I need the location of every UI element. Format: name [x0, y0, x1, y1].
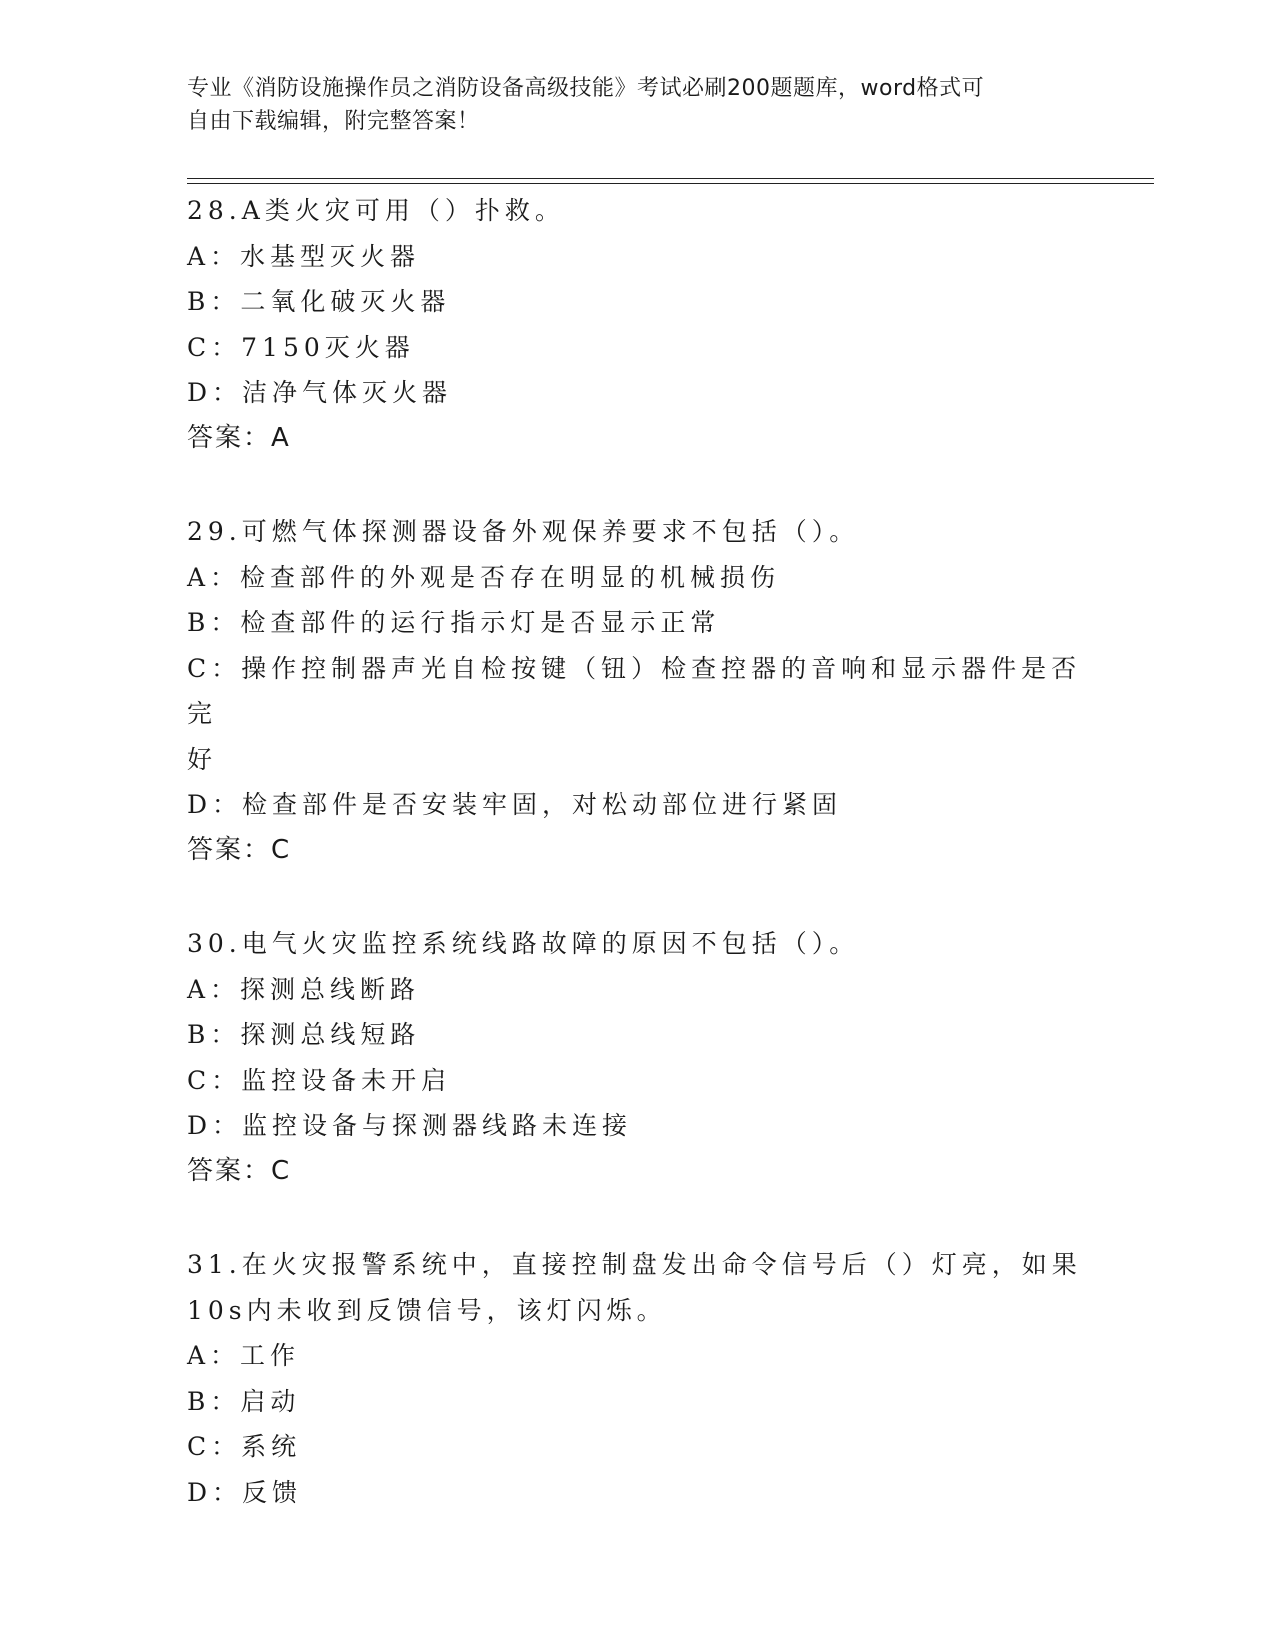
option-c: C：操作控制器声光自检按键（钮）检查控器的音响和显示器件是否完	[187, 653, 1082, 728]
answer-line: 答案：C	[187, 1155, 292, 1186]
question-30	[187, 921, 1087, 1194]
question-28	[187, 188, 1087, 461]
option-c: C：7150灭火器	[187, 332, 415, 362]
option-b: B：启动	[187, 1386, 301, 1416]
answer-line: 答案：C	[187, 834, 292, 865]
question-stem-continued: 10s内未收到反馈信号，该灯闪烁。	[187, 1295, 667, 1325]
question-stem: 28.A类火灾可用（）扑救。	[187, 196, 565, 225]
option-d: D：反馈	[187, 1477, 303, 1507]
header-divider-top	[187, 178, 1154, 179]
option-a: A：检查部件的外观是否存在明显的机械损伤	[187, 562, 781, 592]
option-c-continued: 好	[187, 744, 218, 774]
document-header	[187, 72, 1067, 138]
option-b: B：探测总线短路	[187, 1020, 421, 1049]
question-spacer	[187, 873, 1087, 921]
question-stem: 29.可燃气体探测器设备外观保养要求不包括（）。	[187, 517, 860, 546]
option-a: A：水基型灭火器	[187, 241, 421, 271]
header-divider-bottom	[187, 183, 1154, 184]
option-a: A：探测总线断路	[187, 974, 421, 1004]
answer-line: 答案：A	[187, 422, 291, 453]
question-stem: 31.在火灾报警系统中，直接控制盘发出命令信号后（）灯亮，如果	[187, 1250, 1082, 1279]
question-stem: 30.电气火灾监控系统线路故障的原因不包括（）。	[187, 929, 860, 958]
option-d: D：检查部件是否安装牢固，对松动部位进行紧固	[187, 790, 843, 819]
question-31	[187, 1242, 1087, 1515]
option-d: D：监控设备与探测器线路未连接	[187, 1111, 633, 1140]
option-b: B：检查部件的运行指示灯是否显示正常	[187, 608, 721, 637]
option-d: D：洁净气体灭火器	[187, 378, 453, 407]
header-line-1: 专业《消防设施操作员之消防设备高级技能》考试必刷200题题库，word格式可	[187, 76, 985, 101]
question-spacer	[187, 461, 1087, 509]
question-list	[187, 188, 1087, 1515]
option-c: C：系统	[187, 1432, 302, 1461]
question-29	[187, 509, 1087, 873]
header-line-2: 自由下载编辑，附完整答案！	[187, 109, 480, 134]
option-b: B：二氧化破灭火器	[187, 287, 451, 316]
option-a: A：工作	[187, 1341, 301, 1370]
question-spacer	[187, 1194, 1087, 1242]
option-c: C：监控设备未开启	[187, 1065, 452, 1095]
